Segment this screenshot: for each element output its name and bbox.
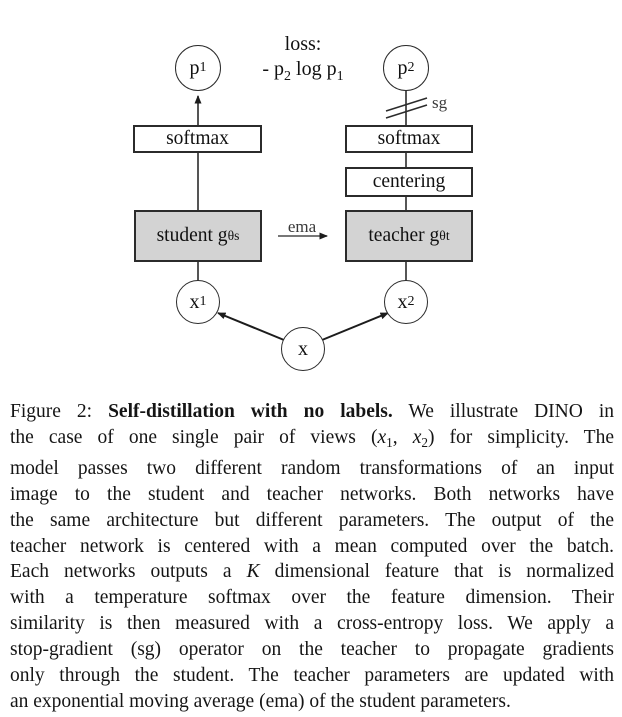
node-p2: p 2 xyxy=(383,45,429,91)
caption-line: stop-gradient (sg) operator on the teacher to propagate gradients xyxy=(10,639,614,661)
softmax-box-student: softmax xyxy=(133,125,262,153)
node-x1: x 1 xyxy=(176,280,220,324)
node-p1: p 1 xyxy=(175,45,221,91)
node-x: x xyxy=(281,327,325,371)
student-network-box: student g θs xyxy=(134,210,262,262)
teacher-network-box: teacher g θt xyxy=(345,210,473,262)
caption-line: image to the student and teacher networks. Both networks have xyxy=(10,483,614,505)
softmax-box-teacher: softmax xyxy=(345,125,473,153)
caption-line: an exponential moving average (ema) of the student parameters. xyxy=(10,690,511,712)
stop-gradient-label: sg xyxy=(432,93,448,112)
loss-formula: - $p_2$ $\log p_1$ xyxy=(262,58,344,84)
caption-line: Each networks outputs a K dimensional feature that is normalized xyxy=(10,561,614,583)
loss-title: loss: xyxy=(284,33,322,55)
caption-line: similarity is then measured with a cross-entropy loss. We apply a xyxy=(10,613,614,635)
caption-line: model passes two different random transformations of an input xyxy=(10,457,614,479)
caption-line: Figure 2: Self-distillation with no labels. We illustrate DINO in xyxy=(10,401,614,422)
caption-line: with a temperature softmax over the feature dimension. Their xyxy=(10,587,614,609)
caption-line: the case of one single pair of views ($x_1$, $x_2$) for simplicity. The xyxy=(10,426,614,450)
ema-label: ema xyxy=(287,217,317,236)
figure-caption xyxy=(10,399,614,715)
node-x2: x 2 xyxy=(384,280,428,324)
caption-line: teacher network is centered with a mean computed over the batch. xyxy=(10,535,614,557)
centering-box: centering xyxy=(345,167,473,197)
caption-line: only through the student. The teacher parameters are updated with xyxy=(10,665,614,687)
caption-line: the same architecture but different parameters. The output of the xyxy=(10,509,614,531)
